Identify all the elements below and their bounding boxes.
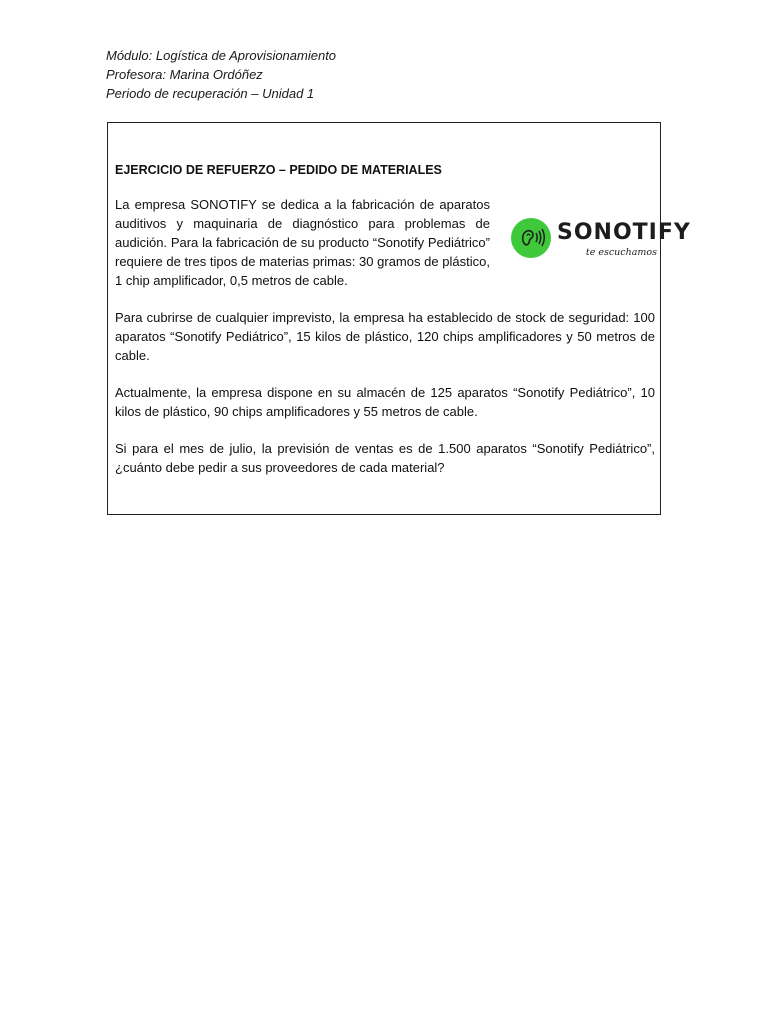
sonotify-logo	[511, 215, 691, 263]
paragraph-question: Si para el mes de julio, la previsión de ventas es de 1.500 aparatos “Sonotify Pediátrico”, ¿cuánto debe pedir a sus proveedores de cada material?	[115, 441, 655, 475]
paragraph-safety-stock: Para cubrirse de cualquier imprevisto, la empresa ha establecido de stock de seguridad: 100 aparatos “Sonotify Pediátrico”, 15 kilos de plástico, 120 chips amplificadores y 50 metros de cable.	[115, 310, 655, 363]
module-line: Módulo: Logística de Aprovisionamiento	[106, 48, 337, 63]
ear-sound-icon	[511, 218, 551, 258]
logo-wordmark: SONOTIFY	[557, 220, 691, 245]
paragraph-current-stock: Actualmente, la empresa dispone en su almacén de 125 aparatos “Sonotify Pediátrico”, 10 kilos de plástico, 90 chips amplificadores y 55 metros de cable.	[115, 385, 655, 419]
paragraph-intro: La empresa SONOTIFY se dedica a la fabricación de aparatos auditivos y maquinaria de diagnóstico para problemas de audición. Para la fabricación de su producto “Sonotify Pediátrico” requiere de tres tipos de materias primas: 30 gramos de plástico, 1 chip amplificador, 0,5 metros de cable.	[115, 197, 490, 288]
period-line: Periodo de recuperación – Unidad 1	[106, 86, 315, 101]
document-header	[106, 46, 336, 103]
exercise-title: EJERCICIO DE REFUERZO – PEDIDO DE MATERIALES	[115, 163, 442, 177]
teacher-line: Profesora: Marina Ordóñez	[106, 67, 263, 82]
exercise-box	[107, 122, 691, 515]
logo-tagline: te escuchamos	[585, 247, 657, 258]
